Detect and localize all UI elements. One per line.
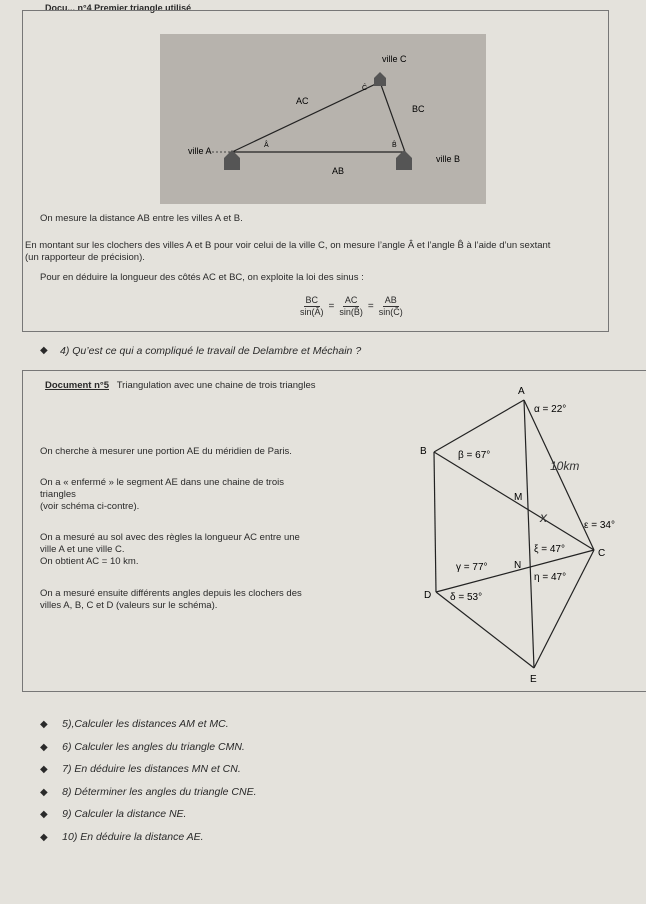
bullet: ◆ bbox=[40, 741, 48, 753]
bullet: ◆ bbox=[40, 786, 48, 798]
doc5-p2a: On a « enfermé » le segment AE dans une chaine de trois bbox=[40, 477, 284, 488]
doc5-label: Document n°5 bbox=[45, 380, 109, 391]
angle-delta: δ = 53° bbox=[450, 592, 483, 603]
question-5: 5),Calculer les distances AM et MC. bbox=[62, 718, 229, 730]
label-angle-c: Ĉ bbox=[362, 85, 368, 92]
frac-ac bbox=[337, 295, 365, 318]
triangle-abc-diagram bbox=[160, 34, 486, 204]
bullet: ◆ bbox=[40, 764, 48, 775]
angle-xi: ξ = 47° bbox=[534, 544, 565, 555]
angle-gamma: γ = 77° bbox=[456, 562, 488, 573]
question-list bbox=[40, 714, 257, 849]
doc4-p2b: (un rapporteur de précision). bbox=[25, 252, 145, 263]
point-b: B bbox=[420, 446, 427, 457]
frac-ab-den: sin(Ĉ) bbox=[378, 307, 403, 317]
question-9: 9) Calculer la distance NE. bbox=[62, 808, 187, 820]
doc5-header bbox=[45, 380, 315, 392]
handwritten-x: x bbox=[540, 509, 547, 525]
frac-ac-num: AC bbox=[344, 295, 358, 305]
point-n: N bbox=[514, 560, 522, 571]
frac-ac-den: sin(B̂) bbox=[339, 307, 363, 317]
line-de bbox=[436, 592, 534, 668]
equals-2: = bbox=[367, 301, 374, 312]
doc4-p1: On mesure la distance AB entre les villes A et B. bbox=[40, 213, 243, 224]
line-ab bbox=[434, 400, 524, 452]
label-angle-a: Â bbox=[264, 142, 269, 149]
doc5-p3a: On a mesuré au sol avec des règles la longueur AC entre une bbox=[40, 532, 300, 543]
question-6: 6) Calculer les angles du triangle CMN. bbox=[62, 740, 245, 753]
point-m: M bbox=[514, 492, 523, 503]
angle-beta: β = 67° bbox=[458, 450, 491, 461]
question-4: 4) Qu’est ce qui a compliqué le travail de Delambre et Méchain ? bbox=[60, 345, 362, 357]
angle-epsilon: ε = 34° bbox=[584, 520, 615, 531]
point-a: A bbox=[518, 386, 525, 397]
question-item bbox=[40, 782, 257, 805]
doc5-p3b: ville A et une ville C. bbox=[40, 544, 125, 555]
church-c-icon bbox=[374, 72, 386, 86]
question-item bbox=[40, 714, 257, 737]
label-angle-b: B̂ bbox=[392, 142, 397, 149]
doc4-p2a: En montant sur les clochers des villes A et B pour voir celui de la ville C, on mesure l’angle Â et l’angle B̂ à l’aide d’un sextant bbox=[25, 240, 551, 251]
law-of-sines bbox=[298, 295, 405, 318]
question-7: 7) En déduire les distances MN et CN. bbox=[62, 763, 241, 775]
line-ae bbox=[524, 400, 534, 668]
label-ab: AB bbox=[332, 166, 345, 176]
question-10: 10) En déduire la distance AE. bbox=[62, 830, 204, 843]
question-item bbox=[40, 804, 257, 827]
doc4-p3: Pour en déduire la longueur des côtés AC et BC, on exploite la loi des sinus : bbox=[40, 272, 364, 283]
doc5-p1: On cherche à mesurer une portion AE du méridien de Paris. bbox=[40, 446, 292, 457]
frac-bc bbox=[298, 295, 326, 318]
bullet-q4: ◆ bbox=[40, 345, 48, 356]
question-item bbox=[40, 737, 257, 760]
label-ac: AC bbox=[296, 96, 309, 106]
bullet: ◆ bbox=[40, 809, 48, 820]
line-bd bbox=[434, 452, 436, 592]
label-bc: BC bbox=[412, 104, 425, 114]
triangle-abc bbox=[232, 82, 405, 152]
question-item bbox=[40, 759, 257, 782]
handwritten-10km: 10km bbox=[550, 459, 580, 473]
point-e: E bbox=[530, 674, 537, 685]
question-item bbox=[40, 827, 257, 850]
bullet: ◆ bbox=[40, 831, 48, 843]
point-c: C bbox=[598, 548, 606, 559]
angle-eta: η = 47° bbox=[534, 572, 567, 583]
doc5-title: Triangulation avec une chaine de trois triangles bbox=[116, 380, 316, 391]
doc4-title: Docu... n°4 Premier triangle utilisé bbox=[45, 3, 192, 13]
frac-bc-num: BC bbox=[305, 295, 319, 305]
label-ville-b: ville B bbox=[436, 154, 461, 164]
frac-ab-num: AB bbox=[384, 295, 397, 305]
doc5-p3c: On obtient AC = 10 km. bbox=[40, 556, 139, 567]
frac-ab bbox=[377, 295, 405, 318]
equals-1: = bbox=[328, 301, 335, 312]
question-8: 8) Déterminer les angles du triangle CNE. bbox=[62, 785, 257, 798]
triangulation-diagram bbox=[400, 380, 646, 690]
line-ce bbox=[534, 550, 594, 668]
doc5-p4a: On a mesuré ensuite différents angles depuis les clochers des bbox=[40, 588, 302, 599]
church-a-icon bbox=[224, 150, 240, 170]
point-d: D bbox=[424, 590, 432, 601]
label-ville-c: ville C bbox=[382, 54, 407, 64]
frac-bc-den: sin(Â) bbox=[300, 307, 324, 317]
church-b-icon bbox=[396, 150, 412, 170]
doc5-p4b: villes A, B, C et D (valeurs sur le schéma). bbox=[40, 600, 218, 611]
angle-alpha: α = 22° bbox=[534, 404, 567, 415]
doc5-p2c: (voir schéma ci-contre). bbox=[40, 501, 140, 512]
doc4-figure bbox=[160, 34, 486, 204]
doc5-p2b: triangles bbox=[40, 489, 76, 500]
label-ville-a: ville A bbox=[188, 146, 212, 156]
bullet: ◆ bbox=[40, 719, 48, 730]
